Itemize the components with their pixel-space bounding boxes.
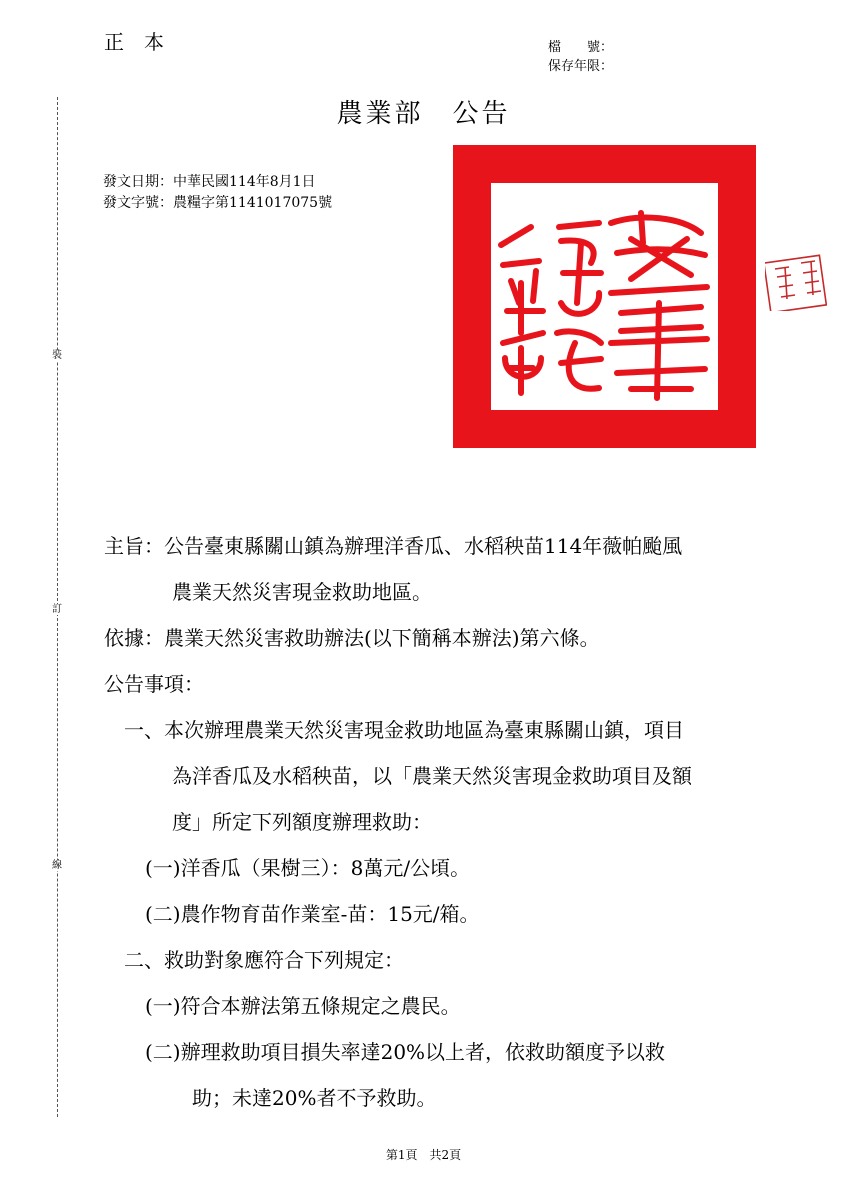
item-1-line-3: 度」所定下列額度辦理救助： — [172, 810, 432, 834]
page-total: 共2頁 — [429, 1148, 462, 1162]
retention-period-label: 保存年限： — [548, 59, 614, 74]
page-footer — [0, 1146, 847, 1163]
item-2-line-1: 二、救助對象應符合下列規定： — [124, 948, 404, 972]
notice-items-label: 公告事項： — [104, 672, 204, 696]
page-number: 第1頁 — [385, 1148, 418, 1162]
item-1-line-2: 為洋香瓜及水稻秧苗，以「農業天然災害現金救助項目及額 — [172, 764, 692, 788]
archive-info — [548, 38, 613, 76]
seal-inner-field — [491, 183, 718, 410]
item-2-sub-2-continued: 助；未達20%者不予救助。 — [192, 1086, 437, 1110]
basis-label: 依據： — [104, 626, 164, 650]
archive-number-label: 檔 號： — [548, 40, 614, 55]
subject-label: 主旨： — [104, 534, 164, 558]
small-seal — [765, 243, 827, 311]
small-seal-graphic — [765, 243, 827, 311]
document-number: 發文字號：農糧字第1141017075號 — [103, 195, 333, 211]
item-2-sub-1: (一)符合本辦法第五條規定之農民。 — [145, 994, 461, 1018]
basis-section — [104, 615, 600, 661]
item-2-sub-2: (二)辦理救助項目損失率達20%以上者，依救助額度予以救 — [145, 1040, 666, 1064]
subject-text: 公告臺東縣關山鎮為辦理洋香瓜、水稻秧苗114年薇帕颱風 — [164, 534, 683, 558]
item-1-line-1: 一、本次辦理農業天然災害現金救助地區為臺東縣關山鎮，項目 — [124, 718, 684, 742]
item-1-sub-2: (二)農作物育苗作業室-苗：15元/箱。 — [145, 902, 480, 926]
binding-mark-ding: 訂 — [52, 604, 62, 615]
basis-text: 農業天然災害救助辦法(以下簡稱本辦法)第六條。 — [164, 626, 600, 650]
document-meta — [103, 172, 332, 214]
issue-date: 發文日期：中華民國114年8月1日 — [103, 174, 316, 190]
item-1-sub-1: (一)洋香瓜（果樹三）：8萬元/公頃。 — [145, 856, 471, 880]
official-seal — [453, 145, 756, 448]
binding-mark-zhuang: 裝 — [52, 350, 62, 361]
document-title: 農業部 公告 — [336, 99, 511, 129]
binding-mark-xian: 線 — [52, 860, 62, 871]
seal-script-graphic — [491, 183, 718, 410]
subject-text-continued: 農業天然災害現金救助地區。 — [172, 580, 432, 604]
copy-type-label: 正本 — [104, 30, 184, 54]
subject-section — [104, 523, 682, 569]
